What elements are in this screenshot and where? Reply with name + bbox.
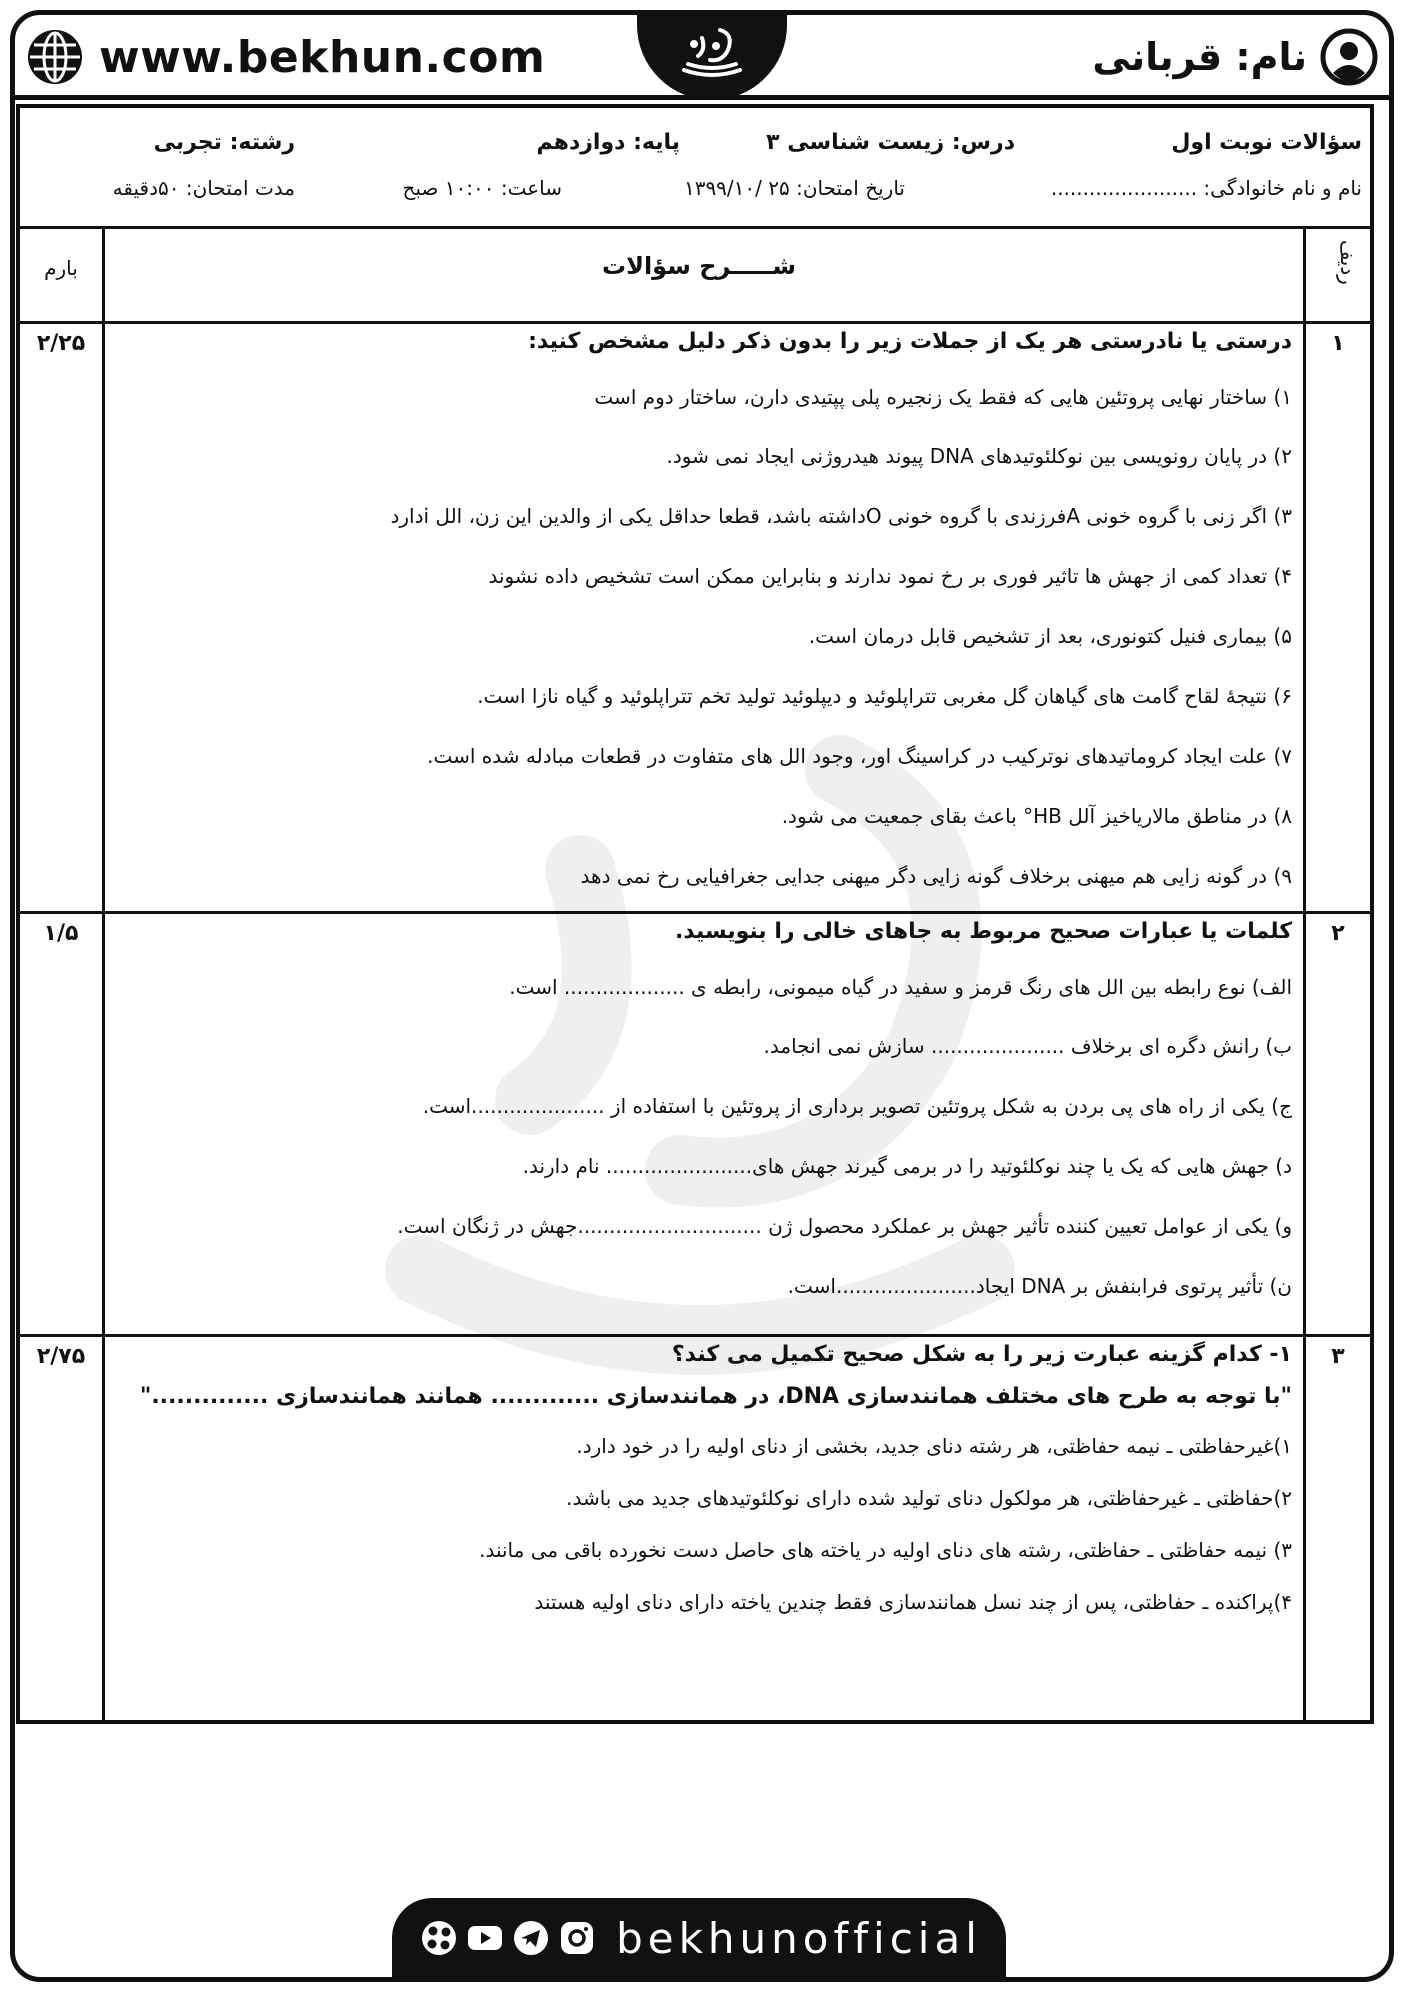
question-item: د) جهش هایی که یک یا چند نوکلئوتید را در برمی گیرند جهش های....................... نام دارند.: [522, 1154, 1292, 1178]
question-statement: "با توجه به طرح های مختلف همانندسازی DNA، در همانندسازی ............. همانند همانندسازی ..............": [139, 1384, 1292, 1409]
site-url[interactable]: www.bekhun.com: [99, 31, 546, 83]
exam-header: [20, 108, 1370, 229]
brand-logo: [637, 10, 787, 100]
question-row-2: [20, 911, 1370, 1337]
social-bar: [392, 1898, 1006, 1978]
book-logo-icon: [672, 20, 752, 90]
question-item: الف) نوع رابطه بین الل های رنگ قرمز و سفید در گیاه میمونی، رابطه ی ................... است.: [509, 975, 1292, 999]
question-item: و) یکی از عوامل تعیین کننده تأثیر جهش بر عملکرد محصول ژن .............................جهش در ژنگان است.: [397, 1214, 1292, 1238]
question-score: ۲/۲۵: [36, 331, 86, 356]
social-handle[interactable]: bekhunofficial: [616, 1913, 982, 1963]
question-item: ۱) ساختار نهایی پروتئین هایی که فقط یک زنجیره پلی پپتیدی دارن، ساختار دوم است: [594, 385, 1292, 409]
question-item: ن) تأثیر پرتوی فرابنفش بر DNA ایجاد......................است.: [787, 1274, 1292, 1298]
question-item: ۲) در پایان رونویسی بین نوکلئوتیدهای DNA پیوند هیدروژنی ایجاد نمی شود.: [666, 444, 1292, 468]
question-row-1: [20, 321, 1370, 914]
question-item: ب) رانش دگره ای برخلاف ..................... سازش نمی انجامد.: [763, 1034, 1292, 1058]
question-score: ۱/۵: [43, 921, 79, 946]
user-icon: [1319, 27, 1379, 87]
question-option: ۴)پراکنده ـ حفاظتی، پس از چند نسل همانندسازی فقط چندین یاخته دارای دنای اولیه هستند: [534, 1590, 1292, 1614]
question-number: ۱: [1331, 331, 1345, 356]
question-item: ج) یکی از راه های پی بردن به شکل پروتئین تصویر برداری از پروتئین با استفاده از .....................است.: [422, 1094, 1292, 1118]
question-item: ۸) در مناطق مالاریاخیز آلل HB° باعث بقای جمعیت می شود.: [781, 804, 1292, 828]
question-prompt: کلمات یا عبارات صحیح مربوط به جاهای خالی را بنویسید.: [674, 919, 1292, 944]
exam-course: درس: زیست شناسی ۳: [766, 130, 1015, 155]
question-score: ۲/۷۵: [36, 1344, 86, 1369]
col-row-label: ردیف: [1336, 240, 1360, 285]
user-name-text: نام: قربانی: [1092, 35, 1307, 79]
top-divider: [15, 95, 1389, 100]
question-item: ۹) در گونه زایی هم میهنی برخلاف گونه زایی دگر میهنی جدایی جغرافیایی رخ نمی دهد: [580, 864, 1292, 888]
site-link[interactable]: [25, 25, 545, 89]
question-number: ۲: [1331, 921, 1345, 946]
top-bar: [15, 15, 1389, 99]
col-desc-label: شـــــرح سؤالات: [601, 252, 797, 280]
question-item: ۴) تعداد کمی از جهش ها تاثیر فوری بر رخ نمود ندارند و بنابراین ممکن است تشخیص داده نشوند: [488, 564, 1292, 588]
question-row-3: [20, 1334, 1370, 1724]
question-item: ۳) اگر زنی با گروه خونی Aفرزندی با گروه خونی Oداشته باشد، قطعا حداقل یکی از والدین این زن، الل iدارد: [390, 504, 1292, 528]
question-option: ۲)حفاظتی ـ غیرحفاظتی، هر مولکول دنای تولید شده دارای نوکلئوتیدهای جدید می باشد.: [566, 1486, 1292, 1510]
youtube-icon[interactable]: [465, 1918, 505, 1958]
question-prompt: درستی یا نادرستی هر یک از جملات زیر را بدون ذکر دلیل مشخص کنید:: [528, 329, 1292, 354]
question-item: ۵) بیماری فنیل کتونوری، بعد از تشخیص قابل درمان است.: [808, 624, 1292, 648]
exam-date: تاریخ امتحان: ۲۵ /۱۳۹۹/۱۰: [683, 176, 905, 200]
exam-grade: پایه: دوازدهم: [536, 130, 680, 155]
question-prompt: ۱- کدام گزینه عبارت زیر را به شکل صحیح تکمیل می کند؟: [671, 1342, 1292, 1367]
question-item: ۶) نتیجۀ لقاح گامت های گیاهان گل مغربی تتراپلوئید و دیپلوئید تولید تخم تتراپلوئید و گیاه نازا است.: [477, 684, 1292, 708]
telegram-icon[interactable]: [511, 1918, 551, 1958]
globe-icon: [25, 27, 85, 87]
user-name: [1092, 25, 1379, 89]
exam-duration: مدت امتحان: ۵۰دقیقه: [112, 176, 295, 200]
table-header: [20, 226, 1370, 324]
student-name-field: نام و نام خانوادگی: .......................: [1050, 176, 1362, 200]
exam-field: رشته: تجربی: [153, 130, 295, 155]
exam-title: سؤالات نوبت اول: [1171, 130, 1362, 155]
exam-sheet: [16, 104, 1374, 1724]
question-item: ۷) علت ایجاد کروماتیدهای نوترکیب در کراسینگ اور، وجود الل های متفاوت در قطعات مبادله شده است.: [427, 744, 1292, 768]
exam-time: ساعت: ۱۰:۰۰ صبح: [402, 176, 562, 200]
question-option: ۱)غیرحفاظتی ـ نیمه حفاظتی، هر رشته دنای جدید، بخشی از دنای اولیه را در خود دارد.: [576, 1434, 1292, 1458]
question-number: ۳: [1331, 1344, 1345, 1369]
instagram-icon[interactable]: [557, 1918, 597, 1958]
col-score-label: بارم: [44, 256, 78, 280]
aparat-icon[interactable]: [419, 1918, 459, 1958]
question-option: ۳) نیمه حفاظتی ـ حفاظتی، رشته های دنای اولیه در یاخته های حاصل دست نخورده باقی می مانند.: [479, 1538, 1292, 1562]
